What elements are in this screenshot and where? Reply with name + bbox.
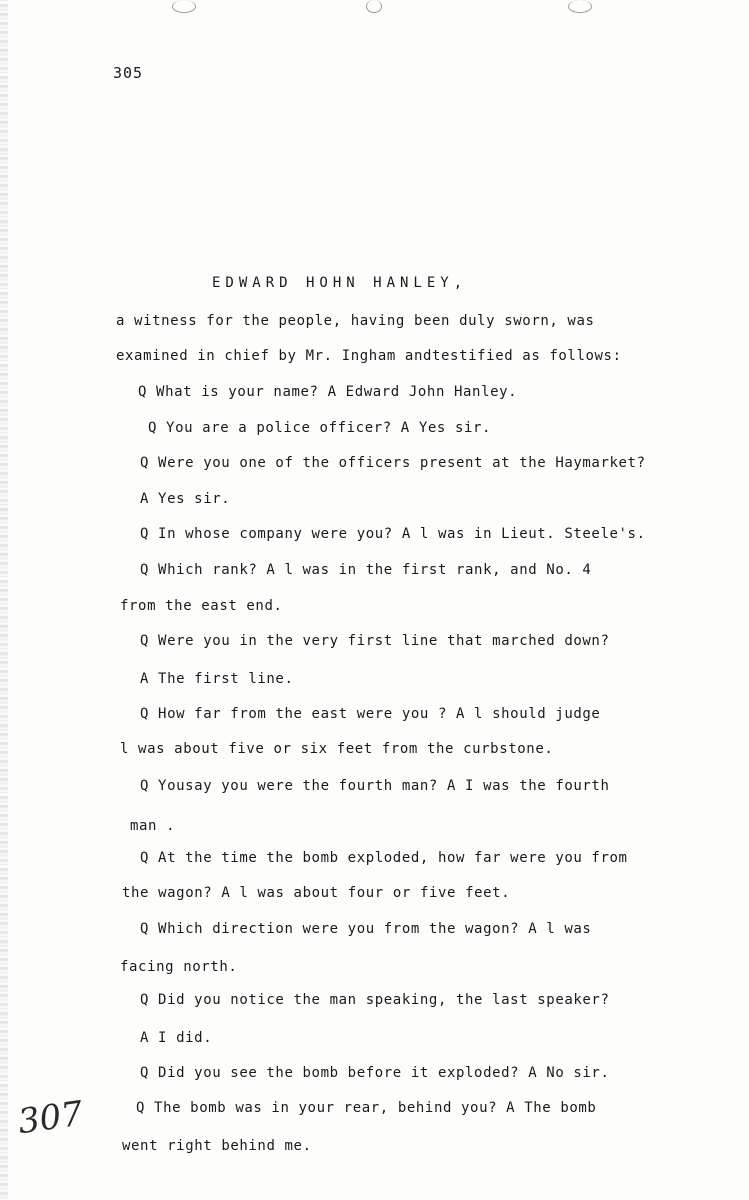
text-line: Q Were you in the very first line that marched down? bbox=[140, 633, 610, 649]
text-line: Q Were you one of the officers present at the Haymarket? bbox=[140, 455, 646, 471]
text-line: facing north. bbox=[120, 959, 238, 975]
text-line: A I did. bbox=[140, 1030, 213, 1046]
text-line: Q Did you notice the man speaking, the last speaker? bbox=[140, 992, 610, 1008]
text-line: a witness for the people, having been duly sworn, was bbox=[116, 313, 595, 329]
punch-mark bbox=[568, 0, 592, 13]
witness-title: EDWARD HOHN HANLEY, bbox=[212, 275, 468, 291]
page-number: 305 bbox=[113, 64, 144, 82]
text-line: A Yes sir. bbox=[140, 491, 231, 507]
punch-mark bbox=[172, 0, 196, 13]
text-line: Q You are a police officer? A Yes sir. bbox=[148, 420, 492, 436]
text-line: Q Did you see the bomb before it exploded? A No sir. bbox=[140, 1065, 610, 1081]
text-line: Q Which direction were you from the wagon? A l was bbox=[140, 921, 592, 937]
text-line: man . bbox=[130, 818, 176, 834]
punch-mark bbox=[366, 0, 382, 13]
text-line: went right behind me. bbox=[122, 1138, 312, 1154]
text-line: A The first line. bbox=[140, 671, 294, 687]
text-line: the wagon? A l was about four or five feet. bbox=[122, 885, 511, 901]
text-line: l was about five or six feet from the curbstone. bbox=[120, 741, 554, 757]
text-line: Q What is your name? A Edward John Hanley. bbox=[138, 384, 518, 400]
handwritten-page-number: 307 bbox=[15, 1093, 86, 1143]
text-line: Q The bomb was in your rear, behind you? A The bomb bbox=[136, 1100, 597, 1116]
binding-edge bbox=[0, 0, 8, 1200]
text-line: Q Which rank? A l was in the first rank, and No. 4 bbox=[140, 562, 592, 578]
text-line: examined in chief by Mr. Ingham andtestified as follows: bbox=[116, 348, 622, 364]
text-line: Q At the time the bomb exploded, how far were you from bbox=[140, 850, 628, 866]
text-line: Q Yousay you were the fourth man? A I was the fourth bbox=[140, 778, 610, 794]
text-line: Q How far from the east were you ? A l should judge bbox=[140, 706, 601, 722]
text-line: Q In whose company were you? A l was in Lieut. Steele's. bbox=[140, 526, 646, 542]
text-line: from the east end. bbox=[120, 598, 283, 614]
